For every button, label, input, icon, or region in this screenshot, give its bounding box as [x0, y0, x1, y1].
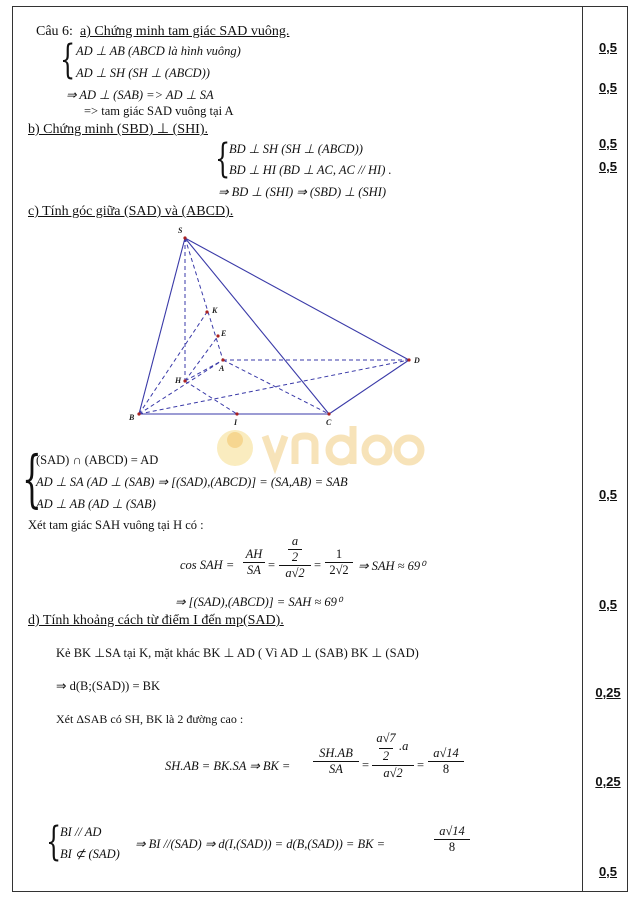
cos-num1: AH	[245, 547, 263, 561]
part-d-brace: {	[46, 819, 62, 865]
edge-ac	[223, 360, 329, 414]
score-column-divider	[582, 6, 583, 892]
pyramid-figure	[120, 222, 430, 432]
score-d3: 0,5	[598, 864, 618, 879]
cos-den3: 2√2	[325, 562, 353, 578]
label-i: I	[234, 418, 238, 427]
bk-f2-num-a: a√7	[376, 731, 396, 745]
score-a2: 0,5	[598, 80, 618, 95]
cos-num3: 1	[335, 547, 343, 561]
edge-he	[185, 336, 218, 381]
bk-f1-num: SH.AB	[319, 746, 353, 760]
final-num: a√14	[439, 824, 465, 838]
edge-sa	[185, 238, 223, 360]
edge-bk	[139, 312, 207, 414]
bk-eq-a: =	[362, 758, 370, 772]
score-d1: 0,25	[595, 685, 621, 700]
part-d-line2: ⇒ d(B;(SAD)) = BK	[56, 679, 160, 693]
label-a: A	[219, 364, 225, 373]
edge-hi	[185, 381, 237, 414]
cos-num2-a: a	[291, 534, 299, 548]
cos-lhs: cos SAH =	[180, 558, 235, 572]
cos-eq2: =	[314, 558, 322, 572]
score-c2: 0,5	[598, 597, 618, 612]
score-a1: 0,5	[598, 40, 618, 55]
part-d-final: ⇒ BI //(SAD) ⇒ d(I,(SAD)) = d(B,(SAD)) = BK =	[135, 837, 386, 851]
part-a-heading: a) Chứng minh tam giác SAD vuông.	[80, 24, 290, 39]
bk-f1-den: SA	[313, 761, 359, 777]
cos-eq1: =	[268, 558, 276, 572]
label-c: C	[326, 418, 332, 427]
score-b2: 0,5	[598, 159, 618, 174]
part-c-brace: {	[22, 442, 42, 515]
part-a-line2: AD ⊥ SH (SH ⊥ (ABCD))	[76, 66, 210, 80]
part-c-xet: Xét tam giác SAH vuông tại H có :	[28, 518, 204, 532]
bk-frac2	[372, 731, 414, 781]
final-den: 8	[434, 839, 470, 855]
score-c1: 0,5	[598, 487, 618, 502]
part-b-heading: b) Chứng minh (SBD) ⊥ (SHI).	[28, 122, 209, 137]
cos-frac3	[325, 547, 353, 578]
part-a-line3: ⇒ AD ⊥ (SAB) => AD ⊥ SA	[66, 88, 214, 102]
part-d-line1: Kẻ BK ⊥SA tại K, mặt khác BK ⊥ AD ( Vì AD ⊥ (SAB) BK ⊥ (SAD)	[56, 646, 419, 660]
bk-f2-num-b: 2	[379, 748, 393, 764]
part-d-line3: Xét ΔSAB có SH, BK là 2 đường cao :	[56, 712, 244, 726]
part-d-sys1: BI // AD	[60, 825, 102, 839]
part-a-brace: {	[60, 37, 76, 83]
part-c-sys2: AD ⊥ SA (AD ⊥ (SAB) ⇒ [(SAD),(ABCD)] = (SA,AB) = SAB	[36, 475, 348, 489]
bk-f3-num: a√14	[433, 746, 459, 760]
question-label: Câu 6:	[36, 24, 73, 39]
part-b-line2: BD ⊥ HI (BD ⊥ AC, AC // HI) .	[229, 163, 392, 177]
label-e: E	[221, 329, 227, 338]
watermark-logo	[213, 418, 433, 478]
part-c-conclusion: ⇒ [(SAD),(ABCD)] = SAH ≈ 69⁰	[175, 595, 342, 609]
label-b: B	[129, 413, 135, 422]
part-b-line1: BD ⊥ SH (SH ⊥ (ABCD))	[229, 142, 363, 156]
label-d: D	[414, 356, 420, 365]
part-d-sys2: BI ⊄ (SAD)	[60, 847, 120, 861]
cos-den2: a√2	[279, 565, 311, 581]
bk-f3-den: 8	[428, 761, 464, 777]
label-h: H	[175, 376, 182, 385]
score-b1: 0,5	[598, 136, 618, 151]
bk-lhs: SH.AB = BK.SA ⇒ BK =	[165, 759, 291, 773]
part-d-heading: d) Tính khoảng cách từ điểm I đến mp(SAD).	[28, 613, 284, 628]
label-s: S	[178, 226, 183, 235]
bk-eq-b: =	[417, 758, 425, 772]
part-c-heading: c) Tính góc giữa (SAD) và (ABCD).	[28, 204, 234, 219]
bk-frac3	[428, 746, 464, 777]
label-k: K	[212, 306, 218, 315]
part-a-line1: AD ⊥ AB (ABCD là hình vuông)	[76, 44, 241, 58]
edge-sd	[185, 238, 409, 360]
bk-frac1	[313, 746, 359, 777]
bk-f2-num-c: .a	[399, 739, 409, 753]
part-a-line4: => tam giác SAD vuông tại A	[84, 104, 234, 118]
part-c-sys3: AD ⊥ AB (AD ⊥ (SAB)	[36, 497, 156, 511]
score-d2: 0,25	[595, 774, 621, 789]
cos-result: ⇒ SAH ≈ 69⁰	[358, 559, 426, 573]
edge-ha	[185, 360, 223, 381]
cos-frac1	[243, 547, 265, 578]
final-frac	[434, 824, 470, 855]
cos-den1: SA	[243, 562, 265, 578]
bk-f2-den: a√2	[372, 765, 414, 781]
part-b-brace: {	[215, 136, 231, 182]
cos-frac2	[279, 534, 311, 581]
part-c-sys1: (SAD) ∩ (ABCD) = AD	[36, 453, 159, 467]
cos-num2-b: 2	[288, 549, 302, 565]
edge-sb	[139, 238, 185, 414]
edge-sc	[185, 238, 329, 414]
part-b-line3: ⇒ BD ⊥ (SHI) ⇒ (SBD) ⊥ (SHI)	[218, 185, 387, 199]
